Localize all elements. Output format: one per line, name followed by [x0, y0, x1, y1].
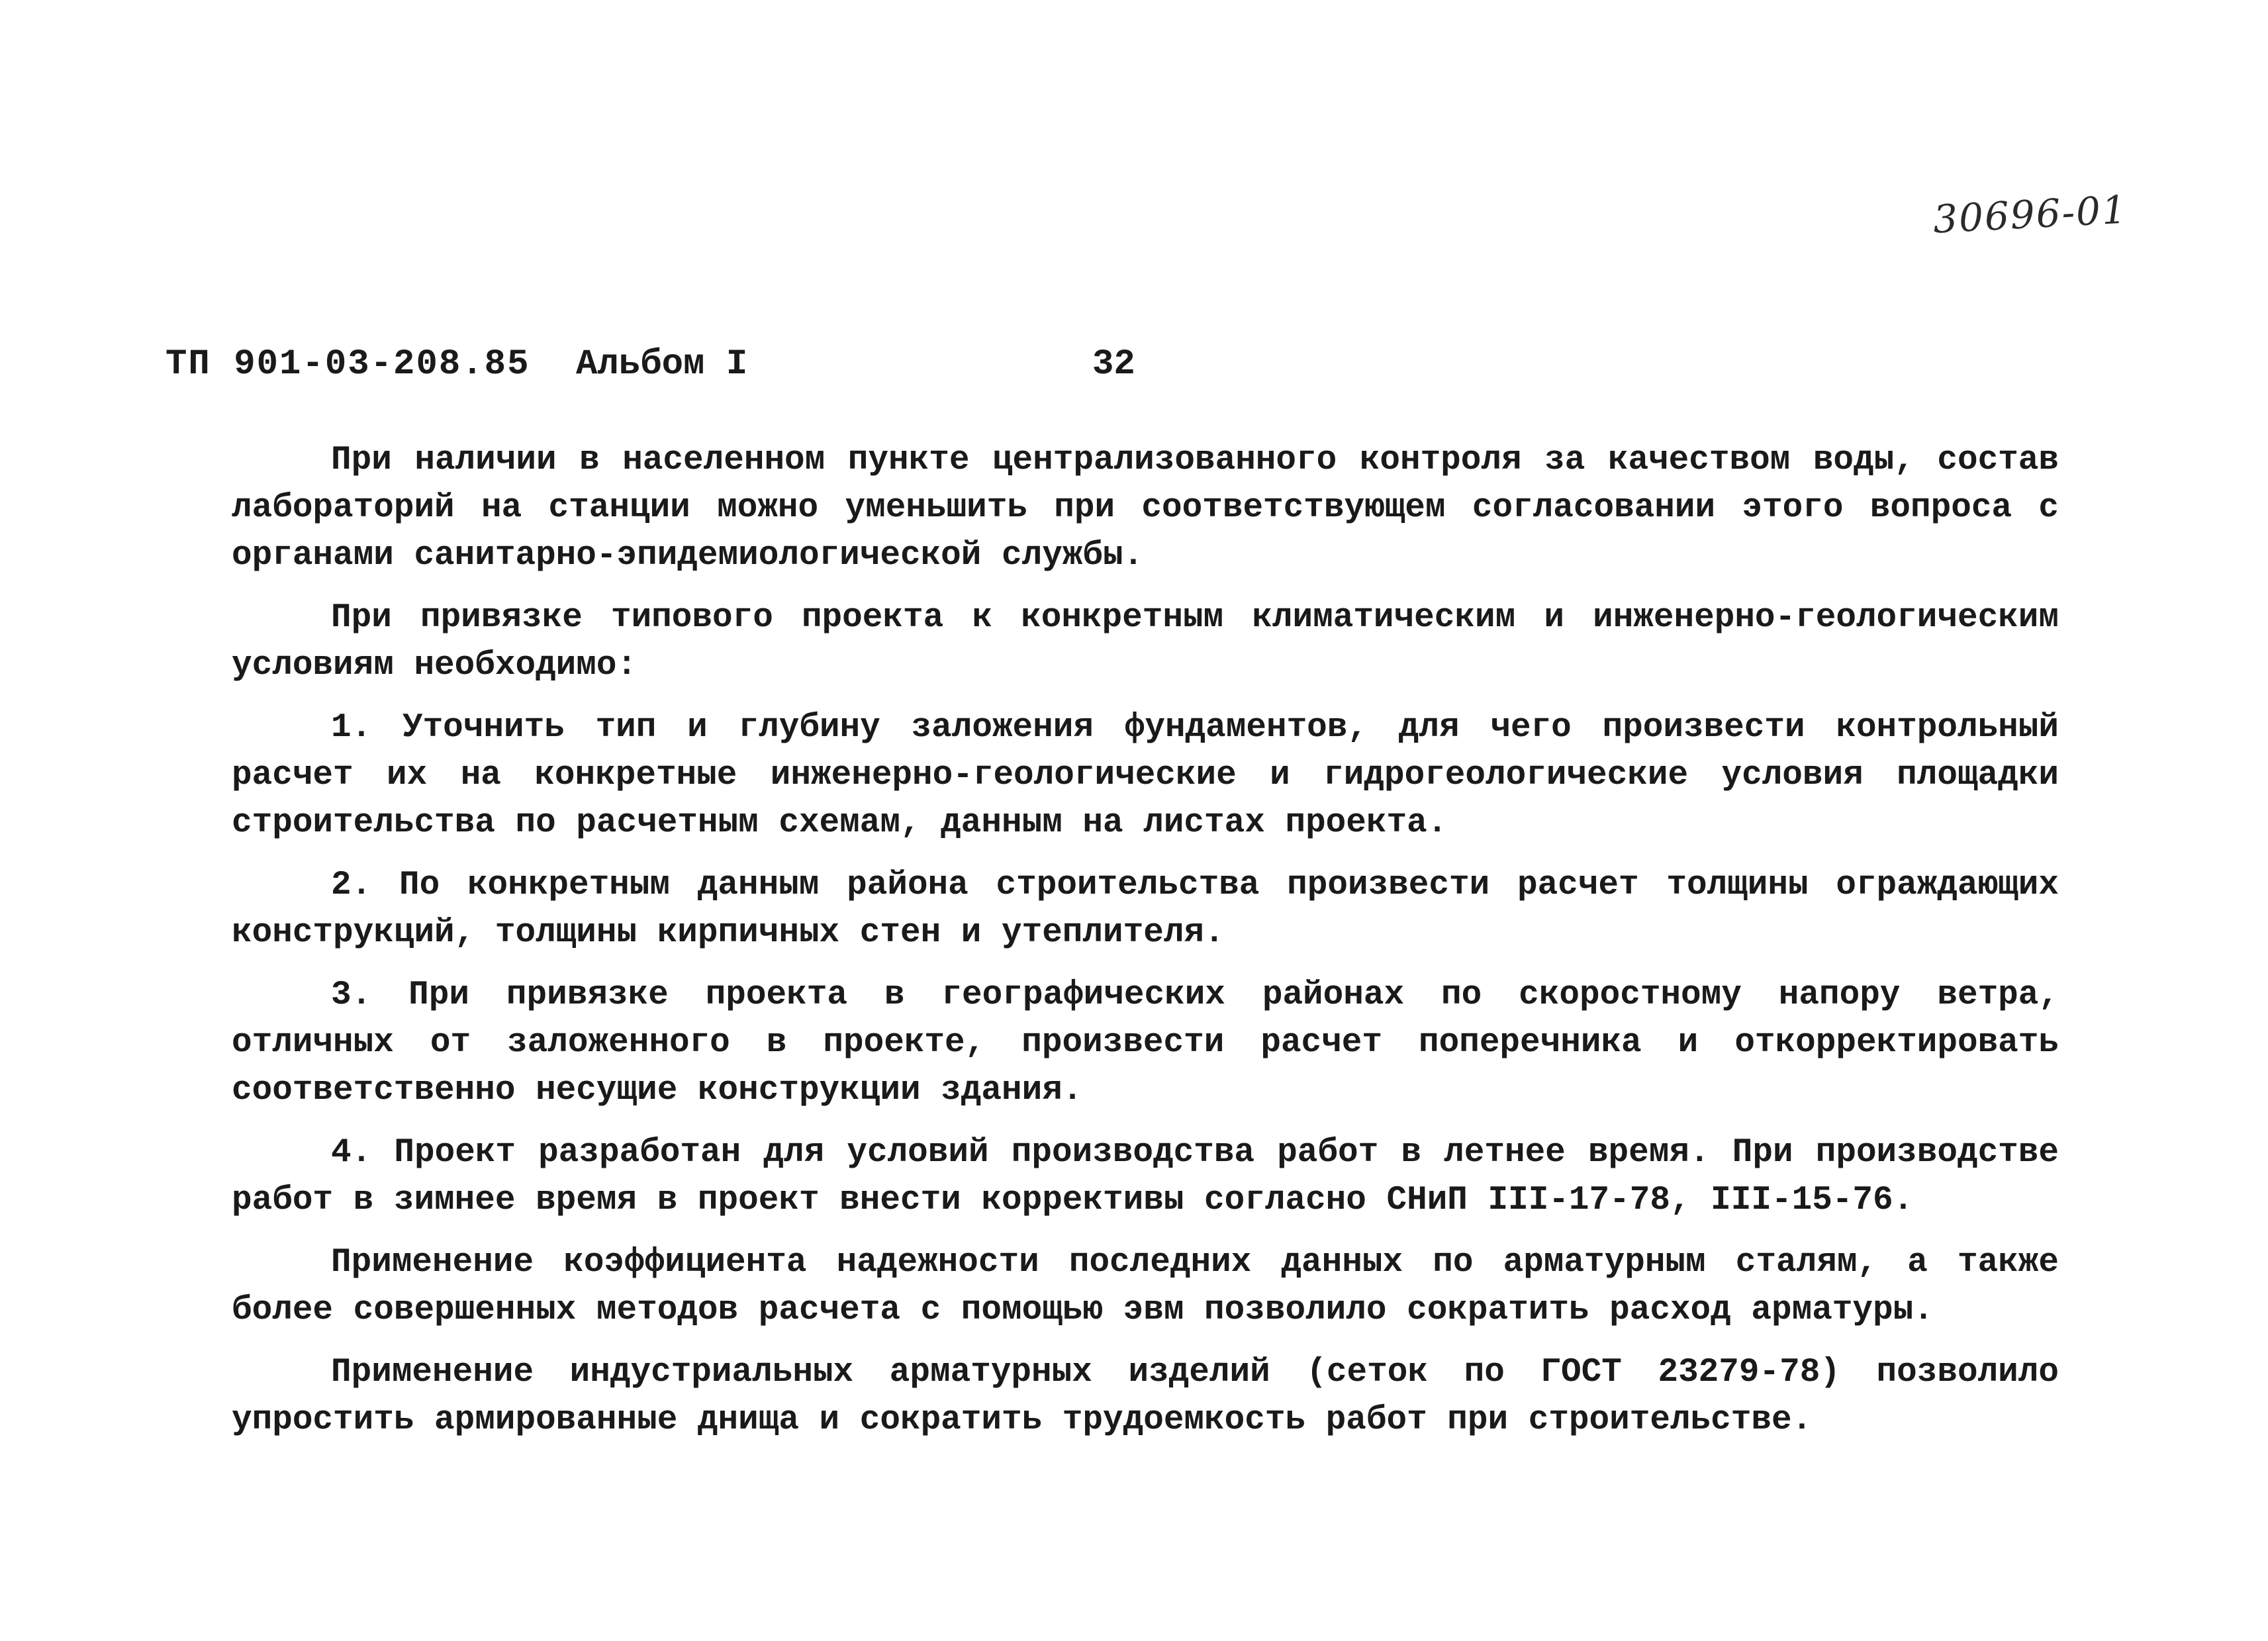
paragraph-binding-conditions: При привязке типового проекта к конкретным климатическим и инженерно-геологическим условиям необходимо:	[232, 599, 2059, 684]
paragraph-reinforcement-savings: Применение коэффициента надежности последних данных по арматурным сталям, а также более совершенных методов расчета с помощью эвм позволило сократить расход арматуры.	[232, 1244, 2059, 1329]
list-item-winter-works: 4. Проект разработан для условий производства работ в летнее время. При производстве работ в зимнее время в проект внести коррективы согласно СНиП III-17-78, III-15-76.	[232, 1134, 2059, 1219]
paragraph-industrial-meshes: Применение индустриальных арматурных изделий (сеток по ГОСТ 23279-78) позволило упростить армированные днища и сократить трудоемкость работ при строительстве.	[232, 1354, 2059, 1439]
list-item-enclosing-structures: 2. По конкретным данным района строительства произвести расчет толщины ограждающих конструкций, толщины кирпичных стен и утеплителя.	[232, 867, 2059, 952]
document-body	[232, 437, 2059, 1459]
archive-number-handwritten: 30696-01	[1932, 187, 2129, 242]
document-code: ТП 901-03-208.85	[165, 344, 530, 385]
list-item-wind-pressure: 3. При привязке проекта в географических районах по скоростному напору ветра, отличных от заложенного в проекте, произвести расчет поперечника и откорректировать соответственно несущие конструкции здания.	[232, 976, 2059, 1109]
page-number: 32	[1092, 344, 1135, 385]
page-header	[165, 344, 2118, 397]
paragraph-water-quality-control: При наличии в населенном пункте централизованного контроля за качеством воды, состав лабораторий на станции можно уменьшить при соответствующем согласовании этого вопроса с органами санитарно-эпидемиологической службы.	[232, 442, 2059, 575]
list-item-foundations: 1. Уточнить тип и глубину заложения фундаментов, для чего произвести контрольный расчет их на конкретные инженерно-геологические и гидрогеологические условия площадки строительства по расчетным схемам, данным на листах проекта.	[232, 709, 2059, 842]
album-label: Альбом I	[576, 344, 748, 385]
